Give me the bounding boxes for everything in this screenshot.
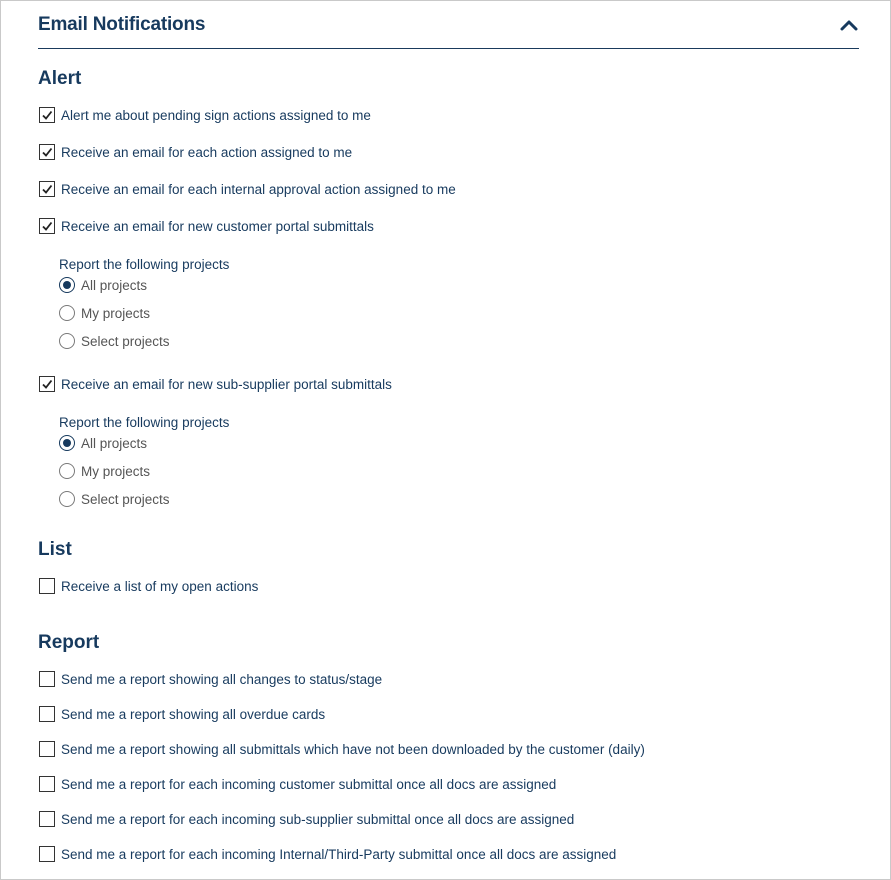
panel-header (38, 1, 859, 49)
checkbox-label: Receive an email for each internal approval action assigned to me (61, 181, 456, 197)
customer-radio-select-projects[interactable] (59, 332, 170, 350)
report-internal-third-party-checkbox[interactable] (39, 845, 616, 863)
radio-label: Select projects (81, 491, 170, 507)
alert-sub-supplier-portal-checkbox[interactable] (39, 375, 392, 393)
checkbox[interactable] (39, 776, 55, 792)
chevron-up-icon (839, 15, 859, 35)
checkbox-label: Receive an email for each action assigned to me (61, 144, 353, 160)
checkbox[interactable] (39, 218, 55, 234)
radio-button[interactable] (59, 463, 75, 479)
collapse-button[interactable] (839, 15, 859, 35)
checkbox-label: Alert me about pending sign actions assigned to me (61, 107, 371, 123)
alert-pending-sign-checkbox[interactable] (39, 106, 371, 124)
checkmark-icon (41, 183, 53, 195)
checkbox-label: Send me a report showing all overdue cards (61, 706, 326, 722)
report-overdue-cards-checkbox[interactable] (39, 705, 325, 723)
radio-button[interactable] (59, 333, 75, 349)
checkmark-icon (41, 378, 53, 390)
checkbox-label: Receive a list of my open actions (61, 578, 259, 594)
radio-button[interactable] (59, 277, 75, 293)
checkbox[interactable] (39, 107, 55, 123)
checkbox-label: Send me a report for each incoming customer submittal once all docs are assigned (61, 776, 557, 792)
report-section-title: Report (38, 632, 100, 653)
list-section-title: List (38, 539, 72, 560)
checkbox[interactable] (39, 846, 55, 862)
alert-section-title: Alert (38, 68, 82, 89)
checkmark-icon (41, 146, 53, 158)
alert-internal-approval-checkbox[interactable] (39, 180, 456, 198)
radio-button[interactable] (59, 305, 75, 321)
checkbox[interactable] (39, 741, 55, 757)
customer-radio-all-projects[interactable] (59, 276, 147, 294)
radio-label: All projects (81, 277, 148, 293)
supplier-radio-select-projects[interactable] (59, 490, 170, 508)
radio-label: Select projects (81, 333, 170, 349)
radio-label: My projects (81, 463, 151, 479)
radio-button[interactable] (59, 435, 75, 451)
radio-label: My projects (81, 305, 151, 321)
report-not-downloaded-checkbox[interactable] (39, 740, 645, 758)
customer-radio-my-projects[interactable] (59, 304, 150, 322)
report-customer-submittal-checkbox[interactable] (39, 775, 556, 793)
checkbox[interactable] (39, 706, 55, 722)
checkbox-label: Send me a report showing all submittals which have not been downloaded by the customer (daily) (61, 741, 645, 757)
checkbox[interactable] (39, 811, 55, 827)
checkbox[interactable] (39, 376, 55, 392)
checkbox-label: Receive an email for new sub-supplier portal submittals (61, 376, 392, 392)
checkbox-label: Receive an email for new customer portal submittals (61, 218, 374, 234)
customer-projects-title: Report the following projects (59, 257, 230, 272)
checkbox-label: Send me a report showing all changes to status/stage (61, 671, 383, 687)
checkbox-label: Send me a report for each incoming sub-supplier submittal once all docs are assigned (61, 811, 575, 827)
checkbox[interactable] (39, 671, 55, 687)
alert-customer-portal-checkbox[interactable] (39, 217, 374, 235)
checkmark-icon (41, 109, 53, 121)
radio-label: All projects (81, 435, 148, 451)
supplier-radio-my-projects[interactable] (59, 462, 150, 480)
checkbox[interactable] (39, 181, 55, 197)
supplier-projects-title: Report the following projects (59, 415, 230, 430)
checkbox-label: Send me a report for each incoming Internal/Third-Party submittal once all docs are assigned (61, 846, 617, 862)
checkbox[interactable] (39, 578, 55, 594)
supplier-radio-all-projects[interactable] (59, 434, 147, 452)
report-status-changes-checkbox[interactable] (39, 670, 382, 688)
checkmark-icon (41, 220, 53, 232)
report-sub-supplier-submittal-checkbox[interactable] (39, 810, 574, 828)
panel-title: Email Notifications (38, 14, 206, 35)
list-open-actions-checkbox[interactable] (39, 577, 258, 595)
radio-button[interactable] (59, 491, 75, 507)
checkbox[interactable] (39, 144, 55, 160)
alert-each-action-checkbox[interactable] (39, 143, 352, 161)
